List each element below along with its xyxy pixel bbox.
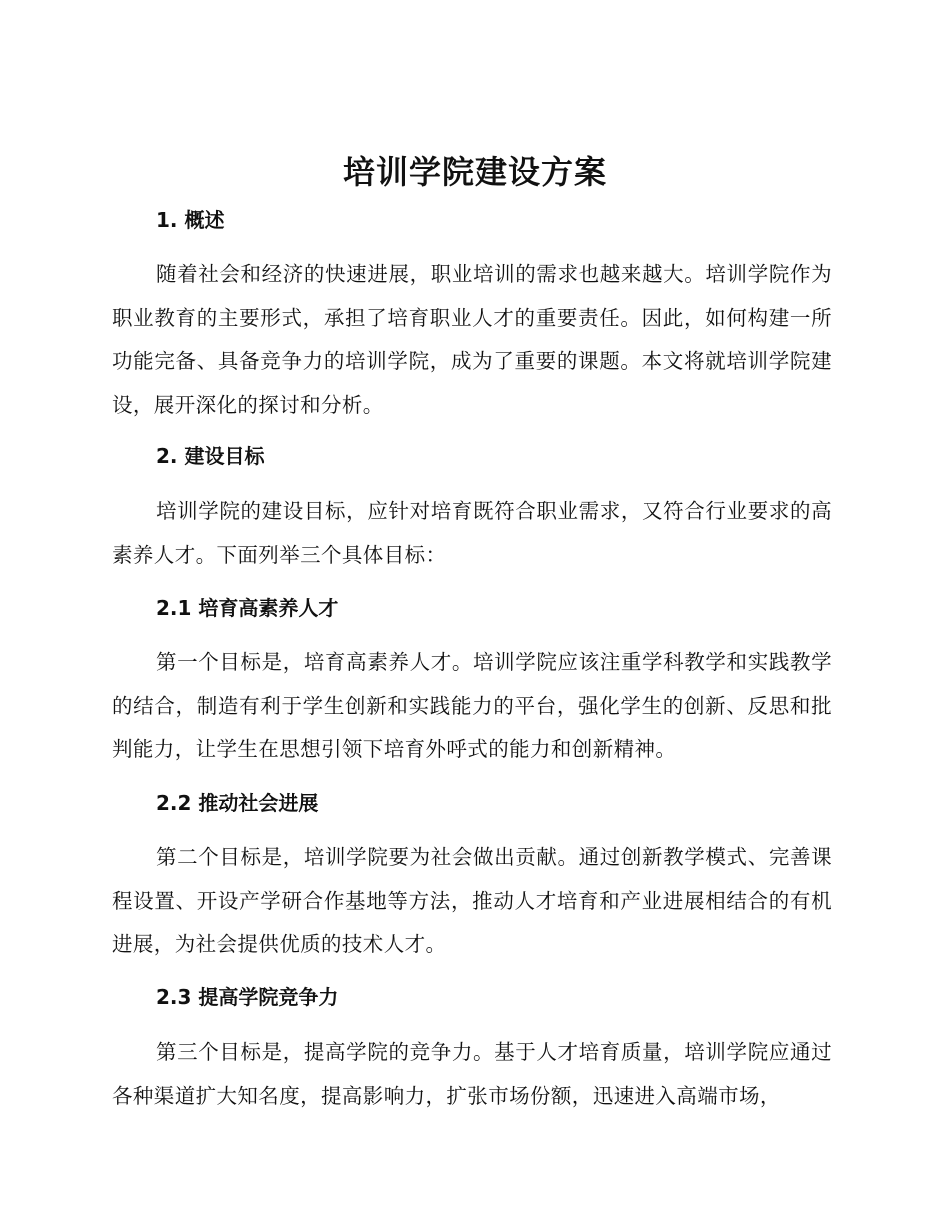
section-paragraph-social: 第二个目标是，培训学院要为社会做出贡献。通过创新教学模式、完善课程设置、开设产学研合作基地等方法，推动人才培育和产业进展相结合的有机进展，为社会提供优质的技术人才。 xyxy=(112,845,832,956)
section-paragraph-overview: 随着社会和经济的快速进展，职业培训的需求也越来越大。培训学院作为职业教育的主要形式，承担了培育职业人才的重要责任。因此，如何构建一所功能完备、具备竞争力的培训学院，成为了重要的课题。本文将就培训学院建设，展开深化的探讨和分析。 xyxy=(112,262,832,417)
section-paragraph-competitiveness: 第三个目标是，提高学院的竞争力。基于人才培育质量，培训学院应通过各种渠道扩大知名度，提高影响力，扩张市场份额，迅速进入高端市场， xyxy=(112,1040,832,1108)
document-title: 培训学院建设方案 xyxy=(342,153,607,191)
section-heading-competitiveness: 2.3 提高学院竞争力 xyxy=(156,985,339,1009)
section-heading-social: 2.2 推动社会进展 xyxy=(156,791,319,815)
section-paragraph-goals: 培训学院的建设目标，应针对培育既符合职业需求，又符合行业要求的高素养人才。下面列举三个具体目标： xyxy=(112,499,832,567)
section-heading-talent: 2.1 培育高素养人才 xyxy=(156,596,339,620)
section-heading-goals: 2. 建设目标 xyxy=(156,444,265,468)
section-paragraph-talent: 第一个目标是，培育高素养人才。培训学院应该注重学科教学和实践教学的结合，制造有利于学生创新和实践能力的平台，强化学生的创新、反思和批判能力，让学生在思想引领下培育外呼式的能力和创新精神。 xyxy=(112,650,832,761)
section-heading-overview: 1. 概述 xyxy=(156,208,225,232)
